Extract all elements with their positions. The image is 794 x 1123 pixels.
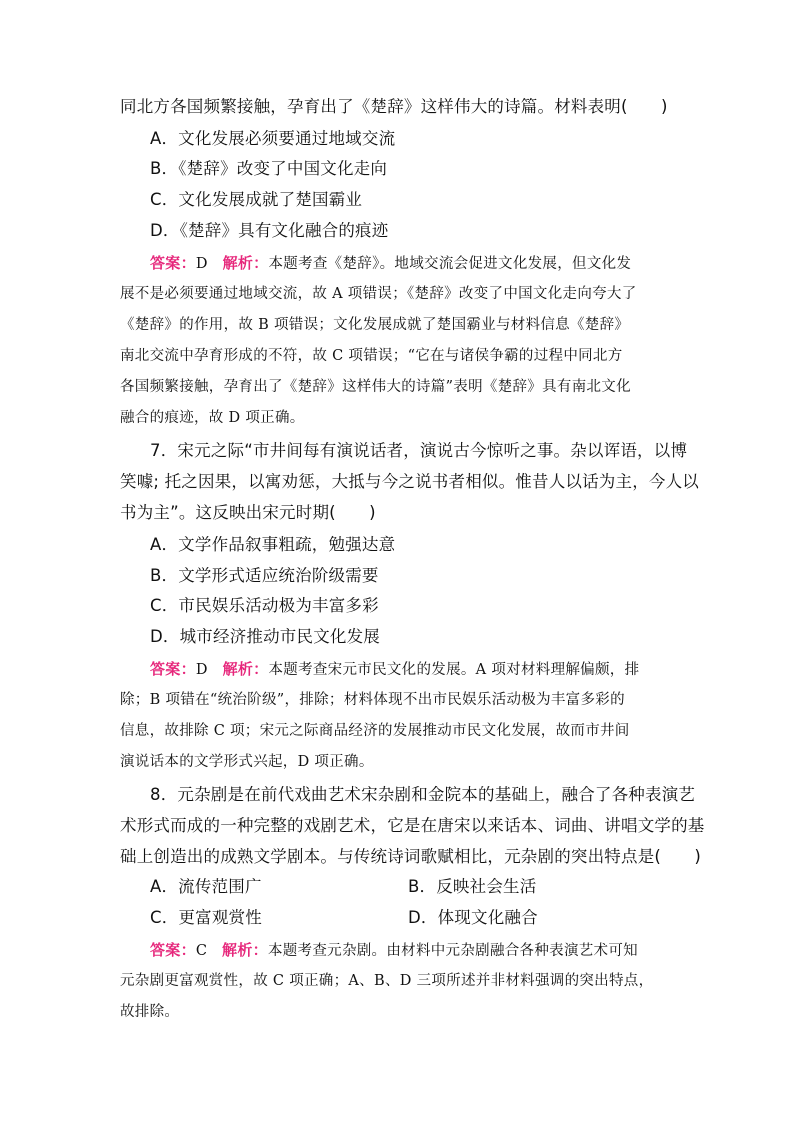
q7-analysis-line-1: 本题考查宋元市民文化的发展。A 项对材料理解偏颇，排	[268, 662, 640, 678]
q6-analysis-line-6: 融合的痕迹，故 D 项正确。	[120, 410, 305, 426]
q8-stem-line-3: 础上创造出的成熟文学剧本。与传统诗词歌赋相比，元杂剧的突出特点是( )	[120, 847, 702, 866]
q8-option-d: D．体现文化融合	[408, 908, 538, 927]
q7-option-b: B．文学形式适应统治阶级需要	[150, 566, 379, 585]
q7-analysis-label: 解析：	[222, 660, 269, 678]
q8-answer-value: C	[195, 943, 208, 959]
q6-answer-line	[150, 253, 631, 274]
q8-option-b: B．反映社会生活	[408, 877, 537, 896]
q6-analysis-label: 解析：	[222, 254, 269, 272]
q7-option-c: C．市民娱乐活动极为丰富多彩	[150, 596, 379, 615]
q8-option-a: A．流传范围广	[150, 877, 262, 896]
q6-analysis-line-1: 本题考查《楚辞》。地域交流会促进文化发展，但文化发	[268, 256, 632, 272]
q7-option-a: A．文学作品叙事粗疏，勉强达意	[150, 535, 396, 554]
q8-analysis-line-2: 元杂剧更富观赏性，故 C 项正确；A、B、D 三项所述并非材料强调的突出特点，	[120, 973, 654, 989]
q6-analysis-line-4: 南北交流中孕育形成的不符，故 C 项错误；“它在与诸侯争霸的过程中同北方	[120, 348, 623, 364]
q6-option-d: D．《楚辞》具有文化融合的痕迹	[150, 221, 389, 240]
q7-analysis-line-2: 除；B 项错在“统治阶级”，排除；材料体现不出市民娱乐活动极为丰富多彩的	[120, 692, 625, 708]
q6-option-a: A．文化发展必须要通过地域交流	[150, 129, 396, 148]
q7-answer-value: D	[195, 662, 208, 678]
q8-stem-line-1: 8．元杂剧是在前代戏曲艺术宋杂剧和金院本的基础上，融合了各种表演艺	[150, 785, 696, 804]
q8-option-c: C．更富观赏性	[150, 908, 262, 927]
q7-analysis-line-4: 演说话本的文学形式兴起，D 项正确。	[120, 754, 374, 770]
q6-option-c: C．文化发展成就了楚国霸业	[150, 190, 363, 209]
q6-analysis-line-3: 《楚辞》的作用，故 B 项错误；文化发展成就了楚国霸业与材料信息《楚辞》	[120, 317, 630, 333]
q7-option-d: D．城市经济推动市民文化发展	[150, 627, 381, 646]
q8-answer-line	[150, 940, 638, 961]
q8-analysis-line-1: 本题考查元杂剧。由材料中元杂剧融合各种表演艺术可知	[267, 943, 638, 959]
q6-answer-value: D	[195, 256, 208, 272]
q7-answer-label: 答案：	[150, 660, 196, 678]
q7-stem-line-3: 书为主”。这反映出宋元时期( )	[120, 503, 376, 522]
q7-answer-line	[150, 659, 639, 680]
q6-analysis-line-5: 各国频繁接触，孕育出了《楚辞》这样伟大的诗篇”表明《楚辞》具有南北文化	[120, 379, 631, 395]
q8-analysis-line-3: 故排除。	[120, 1004, 180, 1020]
q8-analysis-label: 解析：	[222, 941, 268, 959]
q6-option-b: B．《楚辞》改变了中国文化走向	[150, 159, 388, 178]
q6-analysis-line-2: 展不是必须要通过地域交流，故 A 项错误；《楚辞》改变了中国文化走向夸大了	[120, 286, 637, 302]
q6-stem-tail: 同北方各国频繁接触，孕育出了《楚辞》这样伟大的诗篇。材料表明( )	[120, 97, 668, 116]
q6-answer-label: 答案：	[150, 254, 196, 272]
q7-stem-line-2: 笑噱; 托之因果，以寓劝惩，大抵与今之说书者相似。惟昔人以话为主，今人以	[120, 472, 700, 491]
q7-analysis-line-3: 信息，故排除 C 项；宋元之际商品经济的发展推动市民文化发展，故而市井间	[120, 723, 630, 739]
q8-stem-line-2: 术形式而成的一种完整的戏剧艺术，它是在唐宋以来话本、词曲、讲唱文学的基	[120, 816, 705, 835]
q8-answer-label: 答案：	[150, 941, 196, 959]
q7-stem-line-1: 7．宋元之际“市井间每有演说话者，演说古今惊听之事。杂以诨语，以博	[150, 441, 688, 460]
